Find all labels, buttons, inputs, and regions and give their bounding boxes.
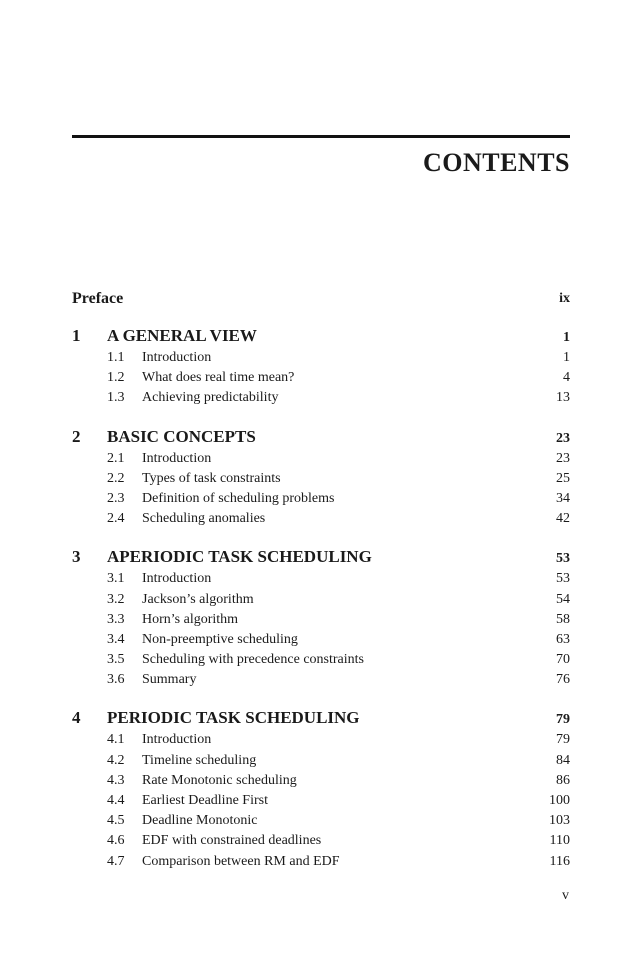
toc-section-number: 3.6 bbox=[107, 672, 125, 688]
toc-chapter bbox=[72, 545, 570, 690]
toc-section-number: 3.1 bbox=[107, 571, 125, 587]
toc-chapter-list bbox=[72, 324, 570, 872]
toc-section-page: 1 bbox=[563, 350, 570, 365]
toc-section-page: 54 bbox=[556, 591, 570, 607]
toc-section-row[interactable] bbox=[72, 590, 570, 610]
toc-section-number: 1.1 bbox=[107, 350, 125, 365]
toc-section-row[interactable] bbox=[72, 469, 570, 489]
toc-section-number: 2.2 bbox=[107, 470, 125, 486]
toc-chapter-page: 53 bbox=[556, 551, 570, 567]
toc-section-page: 53 bbox=[556, 571, 570, 587]
toc-section-number: 3.5 bbox=[107, 652, 125, 668]
toc-chapter-title: PERIODIC TASK SCHEDULING bbox=[107, 708, 360, 728]
toc-section-row[interactable] bbox=[72, 348, 570, 368]
toc-section-row[interactable] bbox=[72, 670, 570, 690]
toc-chapter bbox=[72, 706, 570, 871]
toc-section-number: 4.7 bbox=[107, 853, 125, 869]
toc-section-number: 4.6 bbox=[107, 833, 125, 849]
page-title: CONTENTS bbox=[422, 148, 570, 177]
top-rule bbox=[72, 135, 570, 138]
toc-section-title: EDF with constrained deadlines bbox=[142, 833, 322, 849]
toc-chapter-page: 1 bbox=[563, 330, 570, 345]
toc-section-page: 23 bbox=[556, 450, 570, 466]
toc-section-title: Summary bbox=[142, 672, 197, 688]
toc-section-page: 4 bbox=[563, 370, 570, 386]
toc-chapter-page: 23 bbox=[556, 430, 570, 446]
toc-preface-page: ix bbox=[559, 291, 570, 306]
toc-chapter-row[interactable] bbox=[72, 324, 570, 348]
toc-chapter bbox=[72, 425, 570, 530]
toc-section-title: Deadline Monotonic bbox=[142, 813, 258, 829]
toc-section-title: Introduction bbox=[142, 732, 212, 748]
toc-section-page: 84 bbox=[556, 752, 570, 768]
toc-section-row[interactable] bbox=[72, 449, 570, 469]
toc-preface-row[interactable] bbox=[72, 288, 570, 310]
toc-chapter-title: BASIC CONCEPTS bbox=[107, 426, 256, 446]
toc-section-row[interactable] bbox=[72, 771, 570, 791]
toc-section-title: Introduction bbox=[142, 571, 212, 587]
toc-section-number: 2.4 bbox=[107, 511, 125, 527]
toc-section-title: Achieving predictability bbox=[142, 390, 279, 406]
toc-chapter-row[interactable] bbox=[72, 425, 570, 449]
toc-section-number: 4.3 bbox=[107, 772, 125, 788]
toc-section-row[interactable] bbox=[72, 610, 570, 630]
toc-section-title: Introduction bbox=[142, 450, 212, 466]
toc-section-title: Non-preemptive scheduling bbox=[142, 631, 298, 647]
toc-section-title: What does real time mean? bbox=[142, 370, 295, 386]
toc-section-title: Timeline scheduling bbox=[142, 752, 257, 768]
toc-section-number: 4.5 bbox=[107, 813, 125, 829]
toc-section-row[interactable] bbox=[72, 630, 570, 650]
toc-section-title: Scheduling anomalies bbox=[142, 511, 266, 527]
toc-preface-label: Preface bbox=[72, 290, 124, 307]
toc-section-page: 100 bbox=[549, 793, 570, 808]
toc-section-number: 3.3 bbox=[107, 611, 125, 627]
toc-section-page: 116 bbox=[549, 853, 570, 869]
toc-section-number: 3.2 bbox=[107, 591, 125, 607]
toc-section-page: 86 bbox=[556, 772, 570, 788]
toc-section-number: 3.4 bbox=[107, 631, 125, 647]
toc-section-number: 2.3 bbox=[107, 490, 125, 506]
toc-section-page: 42 bbox=[556, 511, 570, 527]
toc-section-page: 70 bbox=[556, 652, 570, 668]
toc-section-title: Comparison between RM and EDF bbox=[142, 853, 340, 869]
toc-section-page: 103 bbox=[549, 813, 570, 829]
toc-chapter-row[interactable] bbox=[72, 545, 570, 569]
toc-section-row[interactable] bbox=[72, 811, 570, 831]
toc-section-title: Earliest Deadline First bbox=[142, 793, 268, 808]
toc-chapter-row[interactable] bbox=[72, 706, 570, 730]
toc-chapter-number: 4 bbox=[72, 708, 81, 728]
toc-section-page: 79 bbox=[556, 732, 570, 748]
toc-section-row[interactable] bbox=[72, 509, 570, 529]
toc-chapter-title: APERIODIC TASK SCHEDULING bbox=[107, 547, 372, 567]
toc-section-number: 1.3 bbox=[107, 390, 125, 406]
toc-section-title: Scheduling with precedence constraints bbox=[142, 652, 364, 668]
toc-section-title: Jackson’s algorithm bbox=[142, 591, 254, 607]
toc-section-row[interactable] bbox=[72, 650, 570, 670]
toc-section-page: 110 bbox=[549, 833, 570, 849]
toc-chapter-number: 1 bbox=[72, 326, 81, 345]
toc-section-number: 2.1 bbox=[107, 450, 125, 466]
toc-section-page: 13 bbox=[556, 390, 570, 406]
table-of-contents bbox=[72, 288, 570, 888]
toc-section-row[interactable] bbox=[72, 831, 570, 851]
toc-section-page: 63 bbox=[556, 631, 570, 647]
toc-section-page: 25 bbox=[556, 470, 570, 486]
toc-section-page: 58 bbox=[556, 611, 570, 627]
toc-section-title: Types of task constraints bbox=[142, 470, 281, 486]
toc-section-row[interactable] bbox=[72, 791, 570, 811]
toc-section-title: Horn’s algorithm bbox=[142, 611, 239, 627]
toc-section-page: 76 bbox=[556, 672, 570, 688]
toc-section-number: 4.4 bbox=[107, 793, 125, 808]
toc-chapter-number: 2 bbox=[72, 426, 81, 446]
toc-section-page: 34 bbox=[556, 490, 570, 506]
toc-section-title: Rate Monotonic scheduling bbox=[142, 772, 297, 788]
toc-section-number: 4.1 bbox=[107, 732, 125, 748]
toc-section-row[interactable] bbox=[72, 368, 570, 388]
toc-section-row[interactable] bbox=[72, 569, 570, 589]
toc-section-number: 4.2 bbox=[107, 752, 125, 768]
toc-section-row[interactable] bbox=[72, 489, 570, 509]
toc-section-title: Definition of scheduling problems bbox=[142, 490, 335, 506]
toc-chapter-title: A GENERAL VIEW bbox=[107, 326, 257, 345]
toc-chapter bbox=[72, 324, 570, 409]
toc-section-row[interactable] bbox=[72, 730, 570, 750]
toc-section-row[interactable] bbox=[72, 388, 570, 408]
toc-section-number: 1.2 bbox=[107, 370, 125, 386]
toc-section-row[interactable] bbox=[72, 751, 570, 771]
toc-chapter-page: 79 bbox=[556, 712, 570, 728]
toc-section-title: Introduction bbox=[142, 350, 212, 365]
toc-section-row[interactable] bbox=[72, 852, 570, 872]
toc-chapter-number: 3 bbox=[72, 547, 81, 567]
page-number: v bbox=[562, 888, 569, 903]
